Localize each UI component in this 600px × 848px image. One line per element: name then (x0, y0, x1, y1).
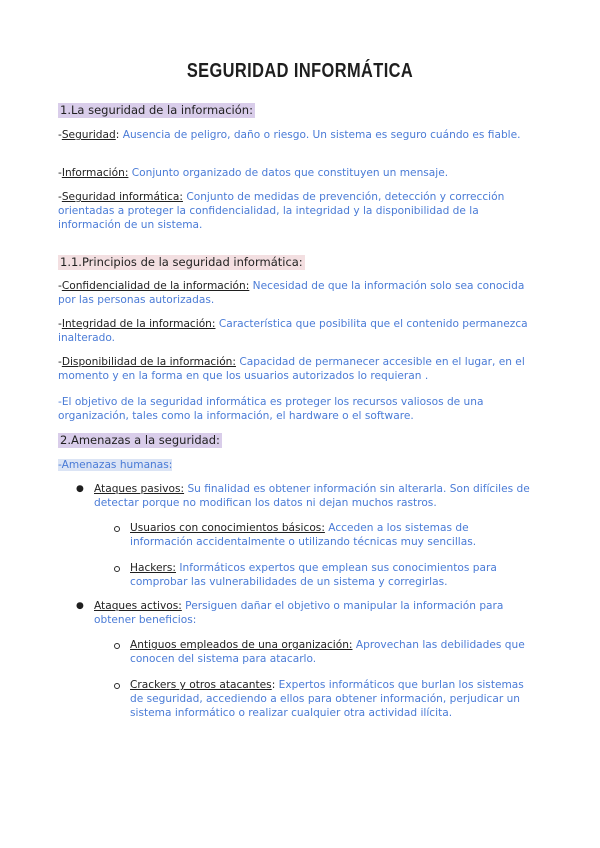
sublist-item-crackers: Crackers y otros atacantes: Expertos informáticos que burlan los sistemas de seguridad, accediendo a ellos para obtener información, perjudicar un sistema informático o realizar cualquier otra actividad ilícita. (130, 679, 524, 720)
page-title: SEGURIDAD INFORMÁTICA (186, 60, 414, 82)
sublist-item-usuarios-basicos: Usuarios con conocimientos básicos: Acceden a los sistemas de información accidentalmente o utilizando técnicas muy sencillas. (130, 522, 477, 549)
bullet-icon: ● (76, 601, 84, 611)
sublist-item-hackers: Hackers: Informáticos expertos que emplean sus conocimientos para comprobar las vulnerabilidades de un sistema y corregirlas. (130, 562, 497, 589)
section-heading-2: 2.Amenazas a la seguridad: (60, 433, 220, 447)
definition-informacion: -Información: Conjunto organizado de datos que constituyen un mensaje. (58, 167, 449, 179)
circle-bullet-icon (114, 526, 120, 532)
principle-disponibilidad: -Disponibilidad de la información: Capacidad de permanecer accesible en el lugar, en el momento y en la forma en que los usuarios autorizados lo requieran . (58, 356, 525, 383)
circle-bullet-icon (114, 643, 120, 649)
bullet-icon: ● (76, 484, 84, 494)
list-item-ataques-pasivos: Ataques pasivos: Su finalidad es obtener información sin alterarla. Son difíciles de detectar porque no modifican los datos ni dejan muchos rastros. (94, 483, 530, 510)
circle-bullet-icon (114, 566, 120, 572)
definition-seguridad: -Seguridad: Ausencia de peligro, daño o riesgo. Un sistema es seguro cuándo es fiable. (58, 129, 521, 141)
principle-integridad: -Integridad de la información: Característica que posibilita que el contenido permanezca inalterado. (58, 318, 528, 345)
security-objective-summary: -El objetivo de la seguridad informática es proteger los recursos valiosos de una organización, tales como la información, el hardware o el software. (58, 396, 484, 423)
section-heading-1-1: 1.1.Principios de la seguridad informática: (60, 255, 303, 269)
principle-confidencialidad: -Confidencialidad de la información: Necesidad de que la información solo sea conocida por las personas autorizadas. (58, 280, 525, 307)
section-heading-1: 1.La seguridad de la información: (60, 103, 253, 117)
list-item-ataques-activos: Ataques activos: Persiguen dañar el objetivo o manipular la información para obtener beneficios: (94, 600, 504, 627)
subheading-amenazas-humanas: -Amenazas humanas: (58, 459, 173, 471)
definition-seguridad-informatica: -Seguridad informática: Conjunto de medidas de prevención, detección y corrección orientadas a proteger la confidencialidad, la integridad y la disponibilidad de la información de un sistema. (58, 191, 505, 232)
circle-bullet-icon (114, 683, 120, 689)
sublist-item-antiguos-empleados: Antiguos empleados de una organización: Aprovechan las debilidades que conocen del sistema para atacarlo. (130, 639, 525, 666)
